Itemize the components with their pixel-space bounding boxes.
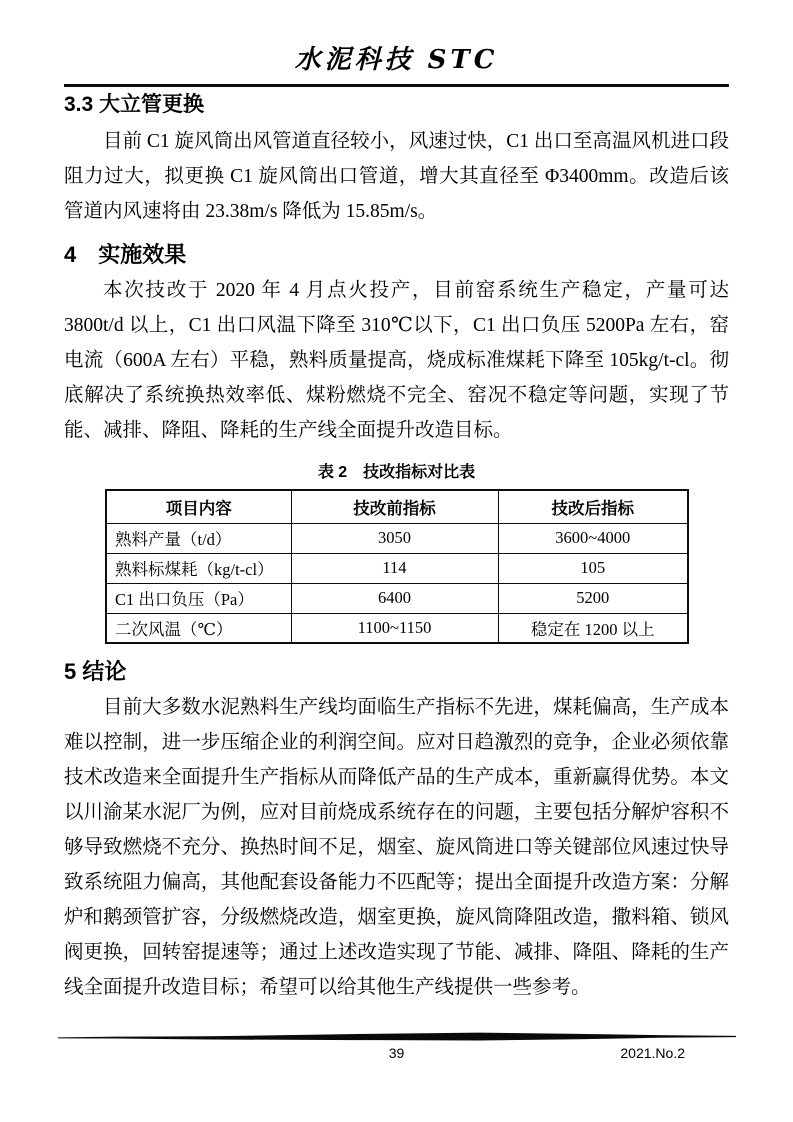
paragraph-implementation-effect: 本次技改于 2020 年 4 月点火投产，目前窑系统生产稳定，产量可达 3800t/d 以上，C1 出口风温下降至 310℃以下，C1 出口负压 5200Pa 左右，窑电流（600A 左右）平稳，熟料质量提高，烧成标准煤耗下降至 105kg/t-cl。彻底解决了系统换热效率低、煤粉燃烧不完全、窑况不稳定等问题，实现了节能、减排、降阻、降耗的生产线全面提升改造目标。 xyxy=(64,280,729,441)
page-footer xyxy=(0,1031,793,1063)
table-row xyxy=(106,523,688,553)
indicators-table xyxy=(105,489,689,644)
page-number: 39 xyxy=(388,1045,405,1061)
table-cell: 105 xyxy=(498,553,688,583)
journal-title: 水泥科技 STC xyxy=(294,45,499,75)
table-cell: 5200 xyxy=(498,583,688,613)
header-rule xyxy=(64,84,729,87)
table-cell: 3050 xyxy=(291,523,498,553)
table-header-after: 技改后指标 xyxy=(498,490,688,523)
table-row xyxy=(106,553,688,583)
table-cell: 熟料产量（t/d） xyxy=(106,523,291,553)
table-cell: 稳定在 1200 以上 xyxy=(498,613,688,643)
table-cell: 二次风温（℃） xyxy=(106,613,291,643)
paragraph-pipe-replacement: 目前 C1 旋风筒出风管道直径较小，风速过快，C1 出口至高温风机进口段阻力过大，拟更换 C1 旋风筒出口管道，增大其直径至 Φ3400mm。改造后该管道内风速将由 23.38m/s 降低为 15.85m/s。 xyxy=(64,131,729,222)
footer-rule xyxy=(58,1031,736,1043)
table-header-before: 技改前指标 xyxy=(291,490,498,523)
paragraph-conclusion: 目前大多数水泥熟料生产线均面临生产指标不先进，煤耗偏高，生产成本难以控制，进一步压缩企业的利润空间。应对日趋激烈的竞争，企业必须依靠技术改造来全面提升生产指标从而降低产品的生产成本，重新赢得优势。本文以川渝某水泥厂为例，应对目前烧成系统存在的问题，主要包括分解炉容积不够导致燃烧不充分、换热时间不足，烟室、旋风筒进口等关键部位风速过快导致系统阻力偏高，其他配套设备能力不匹配等；提出全面提升改造方案：分解炉和鹅颈管扩容，分级燃烧改造，烟室更换，旋风筒降阻改造，撒料箱、锁风阀更换，回转窑提速等；通过上述改造实现了节能、减排、降阻、降耗的生产线全面提升改造目标；希望可以给其他生产线提供一些参考。 xyxy=(64,697,729,998)
table-cell: 114 xyxy=(291,553,498,583)
table-cell: 熟料标煤耗（kg/t-cl） xyxy=(106,553,291,583)
table-row xyxy=(106,583,688,613)
table-header-row xyxy=(106,490,688,523)
table-header-item: 项目内容 xyxy=(106,490,291,523)
table-caption: 表 2 技改指标对比表 xyxy=(317,464,476,481)
table-row xyxy=(106,613,688,643)
table-cell: 6400 xyxy=(291,583,498,613)
table-cell: 1100~1150 xyxy=(291,613,498,643)
table-cell: C1 出口负压（Pa） xyxy=(106,583,291,613)
issue-number: 2021.No.2 xyxy=(620,1045,685,1061)
section-heading-4: 4 实施效果 xyxy=(64,242,187,267)
table-cell: 3600~4000 xyxy=(498,523,688,553)
section-heading-3-3: 3.3 大立管更换 xyxy=(64,93,205,116)
section-heading-5: 5 结论 xyxy=(64,659,127,684)
